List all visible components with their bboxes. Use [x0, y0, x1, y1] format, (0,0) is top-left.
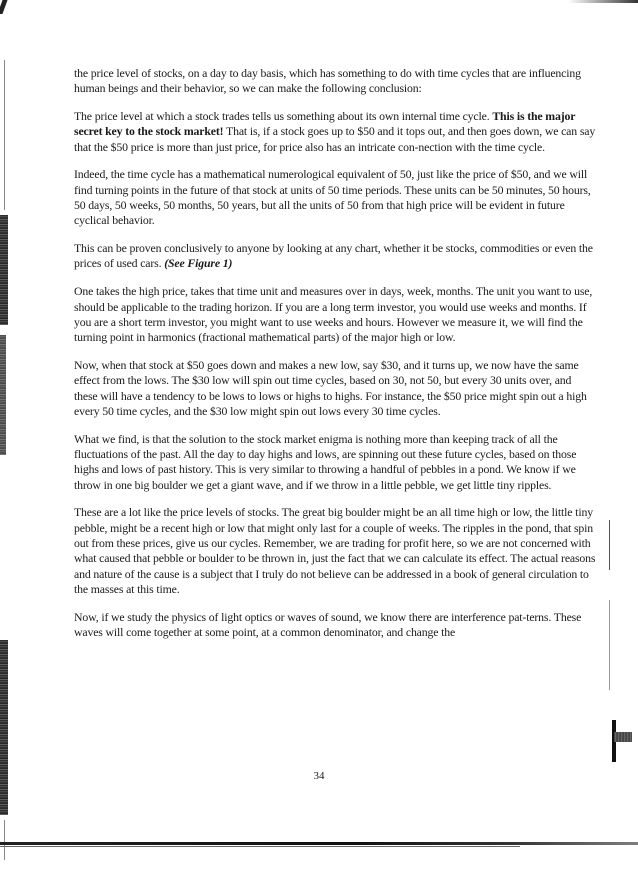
text-run: Now, when that stock at $50 goes down and makes a new low, say $30, and it turns up, we now have the same effect from the lows. The $30 low will spin out time cycles, based on 30, not 50, but every 30 units over, and these will have a tendency to be lows to lows or highs to highs. For instance, the $50 price might spin out a high every 50 time cycles, and the $30 low might spin out lows every 30 time cycles.	[74, 357, 587, 418]
paragraph	[74, 167, 596, 228]
scan-binding-shadow	[0, 640, 8, 815]
text-run: That is, if a stock goes up to $50 and it tops out, and then goes down, we can say that the $50 price is more than just price, for price also has an intricate con-nection with the time cycle.	[74, 124, 596, 154]
bold-italic-text-run: (See Figure 1)	[164, 256, 233, 271]
paragraph	[74, 241, 596, 272]
paragraph	[74, 358, 596, 419]
text-run: The price level at which a stock trades tells us something about its own internal time cycle.	[74, 109, 493, 124]
bold-text-run: This is the major secret key to the stock market!	[74, 109, 576, 139]
text-run: the price level of stocks, on a day to day basis, which has something to do with time cycles that are influencing human beings and their behavior, so we can make the following conclusion:	[74, 66, 581, 96]
page-bottom-rule-thin	[0, 846, 520, 847]
text-run: One takes the high price, takes that time unit and measures over in days, week, months. The unit you want to use, should be applicable to the trading horizon. If you are a long term investor, you would use weeks and months. If you are a short term investor, you might want to use weeks and hours. However we measure it, we will find the turning point in harmonics (fractional mathematical parts) of the major high or low.	[74, 284, 593, 345]
paragraph	[74, 505, 596, 597]
paragraph	[74, 432, 596, 493]
paragraph	[74, 610, 596, 641]
scan-left-edge-line	[4, 820, 5, 860]
scan-left-edge-line	[4, 60, 5, 210]
paragraph	[74, 284, 596, 345]
text-run: Indeed, the time cycle has a mathematical numerological equivalent of 50, just like the price of $50, and we will find turning points in the future of that stock at units of 50 time periods. These units can be 50 minutes, 50 hours, 50 days, 50 weeks, 50 months, 50 years, but all the units of 50 from that high price will be evident in future cyclical behavior.	[74, 167, 591, 228]
text-run: This can be proven conclusively to anyone by looking at any chart, whether it be stocks, commodities or even the prices of used cars.	[74, 241, 593, 271]
scan-right-speck	[609, 600, 610, 690]
scan-binding-shadow	[0, 215, 8, 325]
scan-right-mark-bar	[614, 732, 632, 742]
body-text	[74, 66, 596, 653]
text-run: What we find, is that the solution to the stock market enigma is nothing more than keeping track of all the fluctuations of the past. All the day to day highs and lows, are spinning out these future cycles, based on those highs and lows of past history. This is very similar to throwing a handful of pebbles in a pond. We know if we throw in one big boulder we get a giant wave, and if we throw in a little pebble, we get little tiny ripples.	[74, 431, 577, 492]
paragraph	[74, 66, 596, 97]
scan-top-edge-mark	[568, 0, 638, 3]
text-run: Now, if we study the physics of light optics or waves of sound, we know there are interference pat-terns. These waves will come together at some point, at a common denominator, and change the	[74, 609, 582, 639]
paragraph	[74, 109, 596, 155]
text-run: These are a lot like the price levels of stocks. The great big boulder might be an all time high or low, the little tiny pebble, might be a recent high or low that might only last for a couple of weeks. The ripples in the pond, that spin out from these prices, give us our cycles. Remember, we are trading for profit here, so we are not concerned with what caused that pebble or boulder to be thrown in, just the fact that we can calculate its effect. The actual reasons and nature of the cause is a subject that I truly do not believe can be addressed in a book of general circulation to the masses at this time.	[74, 505, 596, 596]
scan-corner-mark	[0, 0, 8, 14]
scan-binding-shadow	[0, 335, 6, 455]
page-bottom-rule	[0, 842, 638, 845]
page-number: 34	[313, 770, 325, 782]
scan-right-speck	[609, 520, 610, 570]
